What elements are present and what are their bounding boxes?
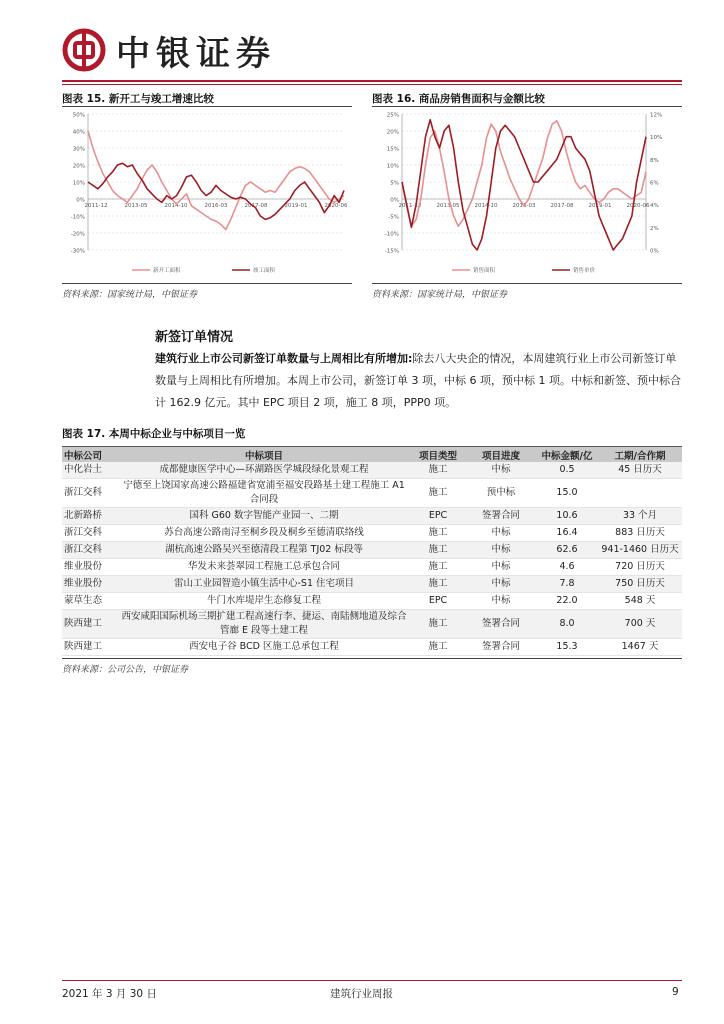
figure15-top-rule <box>62 106 352 107</box>
y-tick-label: 50% <box>72 112 85 119</box>
section-title: 新签订单情况 <box>155 330 234 345</box>
table-row <box>62 462 682 479</box>
cell-amount: 22.0 <box>536 593 598 610</box>
x-tick-label: 2020-06 <box>324 203 348 209</box>
col-header-duration: 工期/合作期 <box>598 447 682 463</box>
cell-type: EPC <box>410 508 466 525</box>
figure16-chart <box>372 108 682 280</box>
y2-tick-label: 6% <box>650 180 659 187</box>
col-header-amount: 中标金额/亿 <box>536 447 598 463</box>
y2-tick-label: 2% <box>650 225 659 232</box>
cell-amount: 15.0 <box>536 479 598 508</box>
y2-tick-label: 12% <box>650 112 663 119</box>
cell-progress: 签署合同 <box>466 610 536 639</box>
cell-company: 维业股份 <box>62 576 118 593</box>
cell-duration: 750 日历天 <box>598 576 682 593</box>
x-tick-label: 2019-01 <box>284 203 308 209</box>
cell-amount: 15.3 <box>536 639 598 656</box>
cell-amount: 4.6 <box>536 559 598 576</box>
cell-project: 华发未来荟翠园工程施工总承包合同 <box>118 559 410 576</box>
x-tick-label: 2011-12 <box>398 203 422 209</box>
col-header-type: 项目类型 <box>410 447 466 463</box>
y-tick-label: 0% <box>390 197 399 204</box>
series-line-0 <box>402 121 646 226</box>
cell-project: 西安电子谷 BCD 区施工总承包工程 <box>118 639 410 656</box>
cell-progress: 签署合同 <box>466 508 536 525</box>
cell-company: 蒙草生态 <box>62 593 118 610</box>
y-tick-label: 30% <box>72 146 85 153</box>
series-line-1 <box>402 120 646 250</box>
brand-name: 中银证券 <box>116 34 276 74</box>
y2-tick-label: 0% <box>650 248 659 255</box>
cell-amount: 7.8 <box>536 576 598 593</box>
table-row <box>62 525 682 542</box>
figure16-source: 资料来源：国家统计局，中银证券 <box>372 290 508 300</box>
x-tick-label: 2017-08 <box>244 203 268 209</box>
cell-project: 宁德至上饶国家高速公路福建省宽浦至福安段路基土建工程施工 A1 合同段 <box>118 479 410 508</box>
y-tick-label: 10% <box>386 163 399 170</box>
legend-label: 销售单价 <box>573 268 596 274</box>
y-tick-label: 15% <box>386 146 399 153</box>
cell-project: 国科 G60 数字智能产业园一、二期 <box>118 508 410 525</box>
cell-project: 成都健康医学中心—环湖路医学城段绿化景观工程 <box>118 462 410 479</box>
y-tick-label: 5% <box>390 180 399 187</box>
col-header-project: 中标项目 <box>118 447 410 463</box>
cell-company: 浙江交科 <box>62 525 118 542</box>
table-row <box>62 639 682 656</box>
x-tick-label: 2011-12 <box>84 203 108 209</box>
cell-progress: 中标 <box>466 593 536 610</box>
cell-project: 苏台高速公路南浔至桐乡段及桐乡至德清联络线 <box>118 525 410 542</box>
y-tick-label: -15% <box>384 248 399 255</box>
x-tick-label: 2013-05 <box>124 203 148 209</box>
figure16-caption: 图表 16. 商品房销售面积与金额比较 <box>372 93 545 105</box>
cell-company: 浙江交科 <box>62 479 118 508</box>
figure16-top-rule <box>372 106 682 107</box>
x-tick-label: 2020-06 <box>626 203 650 209</box>
cell-company: 陕西建工 <box>62 610 118 639</box>
y-tick-label: 20% <box>72 163 85 170</box>
y2-tick-label: 8% <box>650 157 659 164</box>
cell-progress: 预中标 <box>466 479 536 508</box>
y-tick-label: -10% <box>384 231 399 238</box>
table-row <box>62 508 682 525</box>
cell-company: 浙江交科 <box>62 542 118 559</box>
cell-amount: 62.6 <box>536 542 598 559</box>
y-tick-label: -30% <box>70 248 85 255</box>
cell-progress: 中标 <box>466 462 536 479</box>
cell-progress: 签署合同 <box>466 639 536 656</box>
y2-tick-label: 4% <box>650 203 659 210</box>
col-header-company: 中标公司 <box>62 447 118 463</box>
y-tick-label: -5% <box>388 214 399 221</box>
cell-company: 维业股份 <box>62 559 118 576</box>
cell-amount: 0.5 <box>536 462 598 479</box>
y-tick-label: 40% <box>72 129 85 136</box>
cell-duration <box>598 479 682 508</box>
legend-label: 竣工面积 <box>253 268 276 274</box>
section-lead: 建筑行业上市公司新签订单数量与上周相比有所增加: <box>155 352 413 365</box>
y-tick-label: 0% <box>76 197 85 204</box>
table-row <box>62 559 682 576</box>
cell-type: 施工 <box>410 525 466 542</box>
cell-type: 施工 <box>410 559 466 576</box>
footer-page-number: 9 <box>672 986 679 998</box>
y-tick-label: 10% <box>72 180 85 187</box>
table-row <box>62 593 682 610</box>
x-tick-label: 2016-03 <box>204 203 228 209</box>
x-tick-label: 2019-01 <box>588 203 612 209</box>
x-tick-label: 2014-10 <box>474 203 498 209</box>
y-tick-label: -10% <box>70 214 85 221</box>
table17-caption: 图表 17. 本周中标企业与中标项目一览 <box>62 428 246 440</box>
cell-amount: 8.0 <box>536 610 598 639</box>
figure15-bottom-rule <box>62 283 352 284</box>
y-tick-label: -20% <box>70 231 85 238</box>
col-header-progress: 项目进度 <box>466 447 536 463</box>
table-row <box>62 542 682 559</box>
cell-type: EPC <box>410 593 466 610</box>
bid-table <box>62 446 682 656</box>
footer-date: 2021 年 3 月 30 日 <box>62 988 157 1000</box>
y2-tick-label: 10% <box>650 135 663 142</box>
header-rule <box>62 80 682 82</box>
cell-type: 施工 <box>410 462 466 479</box>
cell-amount: 10.6 <box>536 508 598 525</box>
cell-company: 北新路桥 <box>62 508 118 525</box>
cell-duration: 941-1460 日历天 <box>598 542 682 559</box>
cell-duration: 548 天 <box>598 593 682 610</box>
table17-bottom-rule <box>62 658 682 659</box>
figure15-chart <box>62 108 352 280</box>
table17-source: 资料来源：公司公告，中银证券 <box>62 665 189 675</box>
cell-project: 西安咸阳国际机场三期扩建工程高速行李、捷运、南陆侧地道及综合管廊 E 段等土建工程 <box>118 610 410 639</box>
footer-report-name: 建筑行业周报 <box>330 988 393 1000</box>
cell-type: 施工 <box>410 542 466 559</box>
cell-project: 湖杭高速公路吴兴至德清段工程第 TJ02 标段等 <box>118 542 410 559</box>
x-tick-label: 2016-03 <box>512 203 536 209</box>
footer-rule <box>62 980 682 981</box>
header-rule-thin <box>62 84 682 85</box>
cell-progress: 中标 <box>466 559 536 576</box>
section-body: 除去八大央企的情况，本周建筑行业上市公司新签订单数量与上周相比有所增加。本周上市公司，新签订单 3 项，中标 6 项，预中标 1 项。中标和新签、预中标合计 162.9 亿元。其中 EPC 项目 2 项，施工 8 项，PPP0 项。 <box>155 352 681 409</box>
y-tick-label: 25% <box>386 112 399 119</box>
table-row <box>62 479 682 508</box>
x-tick-label: 2017-08 <box>550 203 574 209</box>
figure16-bottom-rule <box>372 283 682 284</box>
cell-company: 陕西建工 <box>62 639 118 656</box>
table-row <box>62 576 682 593</box>
x-tick-label: 2013-05 <box>436 203 460 209</box>
x-tick-label: 2014-10 <box>164 203 188 209</box>
cell-progress: 中标 <box>466 542 536 559</box>
figure15-source: 资料来源：国家统计局，中银证券 <box>62 290 198 300</box>
figure15-caption: 图表 15. 新开工与竣工增速比较 <box>62 93 214 105</box>
cell-duration: 33 个月 <box>598 508 682 525</box>
cell-duration: 700 天 <box>598 610 682 639</box>
cell-duration: 883 日历天 <box>598 525 682 542</box>
cell-duration: 720 日历天 <box>598 559 682 576</box>
section-paragraph <box>155 348 685 414</box>
y-tick-label: 20% <box>386 129 399 136</box>
legend-label: 销售面积 <box>473 268 496 274</box>
cell-type: 施工 <box>410 479 466 508</box>
cell-duration: 1467 天 <box>598 639 682 656</box>
cell-amount: 16.4 <box>536 525 598 542</box>
cell-duration: 45 日历天 <box>598 462 682 479</box>
cell-type: 施工 <box>410 639 466 656</box>
cell-type: 施工 <box>410 576 466 593</box>
series-line-0 <box>88 131 344 230</box>
cell-project: 雷山工业园智造小镇生活中心-S1 住宅项目 <box>118 576 410 593</box>
brand-logo <box>62 22 302 78</box>
table-header-row <box>62 447 682 463</box>
cell-type: 施工 <box>410 610 466 639</box>
series-line-1 <box>88 163 344 219</box>
legend-label: 新开工面积 <box>153 268 181 274</box>
cell-progress: 中标 <box>466 576 536 593</box>
cell-project: 牛门水库堤岸生态修复工程 <box>118 593 410 610</box>
cell-company: 中化岩土 <box>62 462 118 479</box>
bank-of-china-logo-icon <box>62 28 106 72</box>
cell-progress: 中标 <box>466 525 536 542</box>
table-row <box>62 610 682 639</box>
